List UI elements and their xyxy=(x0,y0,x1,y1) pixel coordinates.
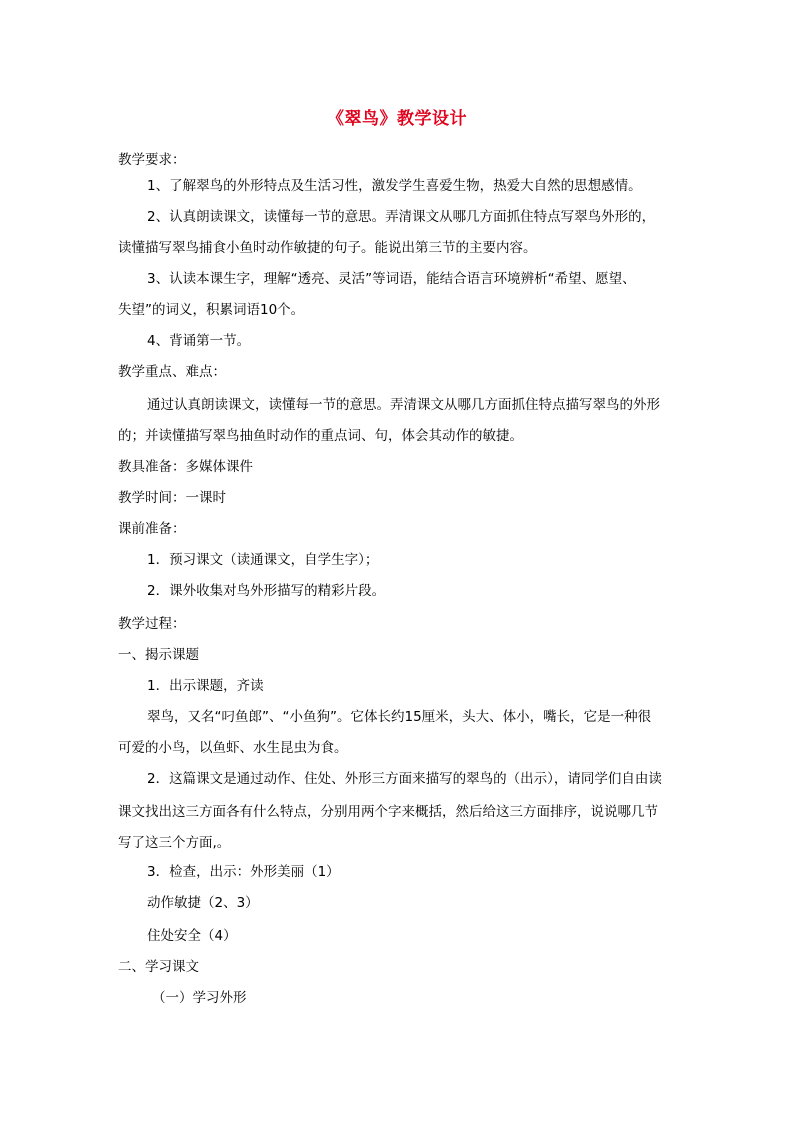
text-line: 2．课外收集对鸟外形描写的精彩片段。 xyxy=(147,583,386,599)
text-line: 一、揭示课题 xyxy=(118,647,199,663)
text-line: 可爱的小鸟，以鱼虾、水生昆虫为食。 xyxy=(118,740,348,756)
text-line: 动作敏捷（2、3） xyxy=(147,895,259,911)
text-line: 2、认真朗读课文，读懂每一节的意思。弄清课文从哪几方面抓住特点写翠鸟外形的， xyxy=(147,209,656,225)
text-line: 失望”的词义，积累词语10个。 xyxy=(118,302,305,318)
text-line: 翠鸟，又名“叼鱼郎”、“小鱼狗”。它体长约15厘米，头大、体小，嘴长，它是一种很 xyxy=(147,709,652,725)
text-line: 课前准备： xyxy=(118,521,186,537)
text-line: 二、学习课文 xyxy=(118,959,199,975)
text-line: 读懂描写翠鸟捕食小鱼时动作敏捷的句子。能说出第三节的主要内容。 xyxy=(118,240,537,256)
text-line: 3．检查，出示：外形美丽（1） xyxy=(147,864,340,880)
text-line: 2．这篇课文是通过动作、住处、外形三方面来描写的翠鸟的（出示），请同学们自由读 xyxy=(147,771,662,787)
text-line: （一）学习外形 xyxy=(152,990,247,1006)
text-line: 教学过程： xyxy=(118,616,186,632)
text-line: 教学要求： xyxy=(118,152,186,168)
text-line: 的；并读懂描写翠鸟抽鱼时动作的重点词、句，体会其动作的敏捷。 xyxy=(118,428,523,444)
text-line: 住处安全（4） xyxy=(147,928,237,944)
text-line: 4、背诵第一节。 xyxy=(147,333,251,349)
document-title: 《翠鸟》教学设计 xyxy=(327,109,467,129)
text-line: 3、认读本课生字，理解“透亮、灵活”等词语，能结合语言环境辨析“希望、愿望、 xyxy=(147,271,636,287)
text-line: 通过认真朗读课文，读懂每一节的意思。弄清课文从哪几方面抓住特点描写翠鸟的外形 xyxy=(147,397,660,413)
text-line: 写了这三个方面,。 xyxy=(118,835,231,851)
text-line: 1．预习课文（读通课文，自学生字）； xyxy=(147,552,379,568)
text-line: 1、了解翠鸟的外形特点及生活习性，激发学生喜爱生物，热爱大自然的思想感情。 xyxy=(147,178,642,194)
text-line: 1．出示课题，齐读 xyxy=(147,678,264,694)
text-line: 课文找出这三方面各有什么特点，分别用两个字来概括，然后给这三方面排序，说说哪几节 xyxy=(118,804,658,820)
text-line: 教具准备：多媒体课件 xyxy=(118,459,253,475)
text-line: 教学时间：一课时 xyxy=(118,490,226,506)
text-line: 教学重点、难点： xyxy=(118,364,226,380)
